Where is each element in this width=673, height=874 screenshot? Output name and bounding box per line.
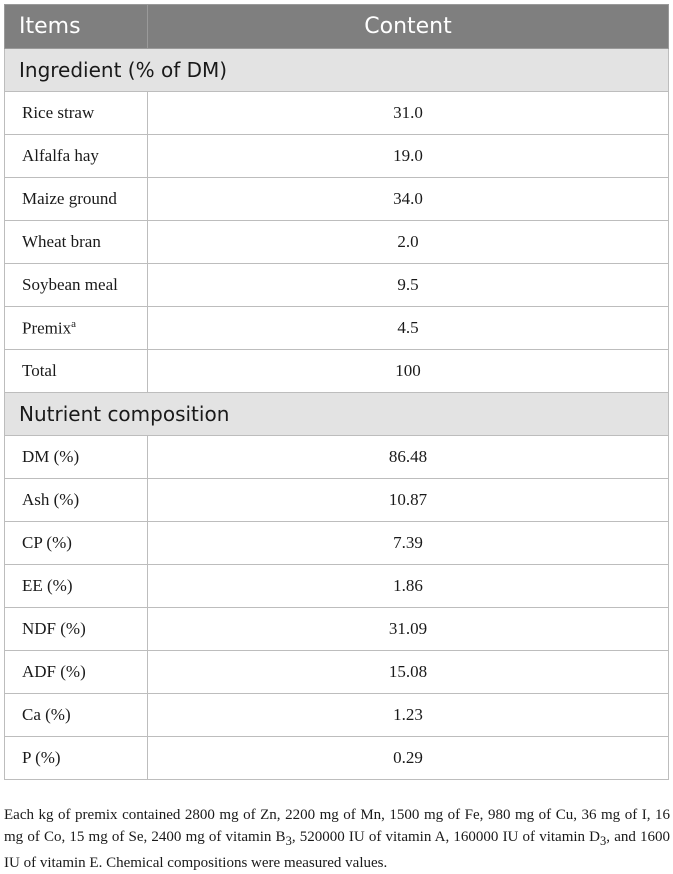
diet-composition-table-container — [4, 4, 668, 780]
row-label: Alfalfa hay — [5, 135, 148, 178]
table-row — [5, 694, 669, 737]
table-row — [5, 307, 669, 350]
row-label: NDF (%) — [5, 608, 148, 651]
row-value: 10.87 — [148, 479, 669, 522]
row-label: Total — [5, 350, 148, 393]
row-label: Wheat bran — [5, 221, 148, 264]
section-row-nutrient — [5, 393, 669, 436]
table-row — [5, 135, 669, 178]
row-value: 31.09 — [148, 608, 669, 651]
table-row — [5, 479, 669, 522]
row-value: 1.23 — [148, 694, 669, 737]
row-label: Soybean meal — [5, 264, 148, 307]
section-title-ingredient: Ingredient (% of DM) — [5, 49, 669, 92]
row-label: CP (%) — [5, 522, 148, 565]
row-value: 31.0 — [148, 92, 669, 135]
footnote-text-3: , and 1600 IU of vitamin E. Chemical compositions were measured values. — [4, 829, 671, 871]
row-value: 0.29 — [148, 737, 669, 780]
diet-composition-table — [4, 4, 669, 780]
table-row — [5, 92, 669, 135]
header-content: Content — [148, 5, 669, 49]
premix-label-text: Premix — [22, 318, 72, 338]
table-row — [5, 221, 669, 264]
table-row — [5, 651, 669, 694]
table-row — [5, 522, 669, 565]
row-value: 15.08 — [148, 651, 669, 694]
section-title-nutrient: Nutrient composition — [5, 393, 669, 436]
row-value: 86.48 — [148, 436, 669, 479]
row-value: 1.86 — [148, 565, 669, 608]
footnote-marker: a — [71, 317, 76, 330]
row-label: Ca (%) — [5, 694, 148, 737]
row-value: 4.5 — [148, 307, 669, 350]
table-row — [5, 436, 669, 479]
row-label: Rice straw — [5, 92, 148, 135]
footnote-text-2: , 520000 IU of vitamin A, 160000 IU of vitamin D — [291, 829, 601, 845]
row-value: 34.0 — [148, 178, 669, 221]
table-footnote — [4, 804, 670, 874]
table-row — [5, 264, 669, 307]
row-label: ADF (%) — [5, 651, 148, 694]
footnote-subscript-1: 3 — [285, 834, 292, 848]
table-row — [5, 565, 669, 608]
table-row — [5, 178, 669, 221]
row-label: Maize ground — [5, 178, 148, 221]
row-value: 7.39 — [148, 522, 669, 565]
table-row — [5, 608, 669, 651]
table-row — [5, 350, 669, 393]
footnote-text-1: Each kg of premix contained 2800 mg of Zn, 2200 mg of Mn, 1500 mg of Fe, 980 mg of Cu, 36 mg of I, 16 mg of Co, 15 mg of Se, 2400 mg of vitamin B — [4, 807, 670, 845]
row-label: P (%) — [5, 737, 148, 780]
row-label: Ash (%) — [5, 479, 148, 522]
row-value: 19.0 — [148, 135, 669, 178]
table-row — [5, 737, 669, 780]
footnote-subscript-2: 3 — [600, 834, 607, 848]
row-value: 100 — [148, 350, 669, 393]
row-value: 2.0 — [148, 221, 669, 264]
header-row — [5, 5, 669, 49]
section-row-ingredient — [5, 49, 669, 92]
row-label-premix — [5, 307, 148, 350]
row-label: EE (%) — [5, 565, 148, 608]
row-value: 9.5 — [148, 264, 669, 307]
header-items: Items — [5, 5, 148, 49]
row-label: DM (%) — [5, 436, 148, 479]
